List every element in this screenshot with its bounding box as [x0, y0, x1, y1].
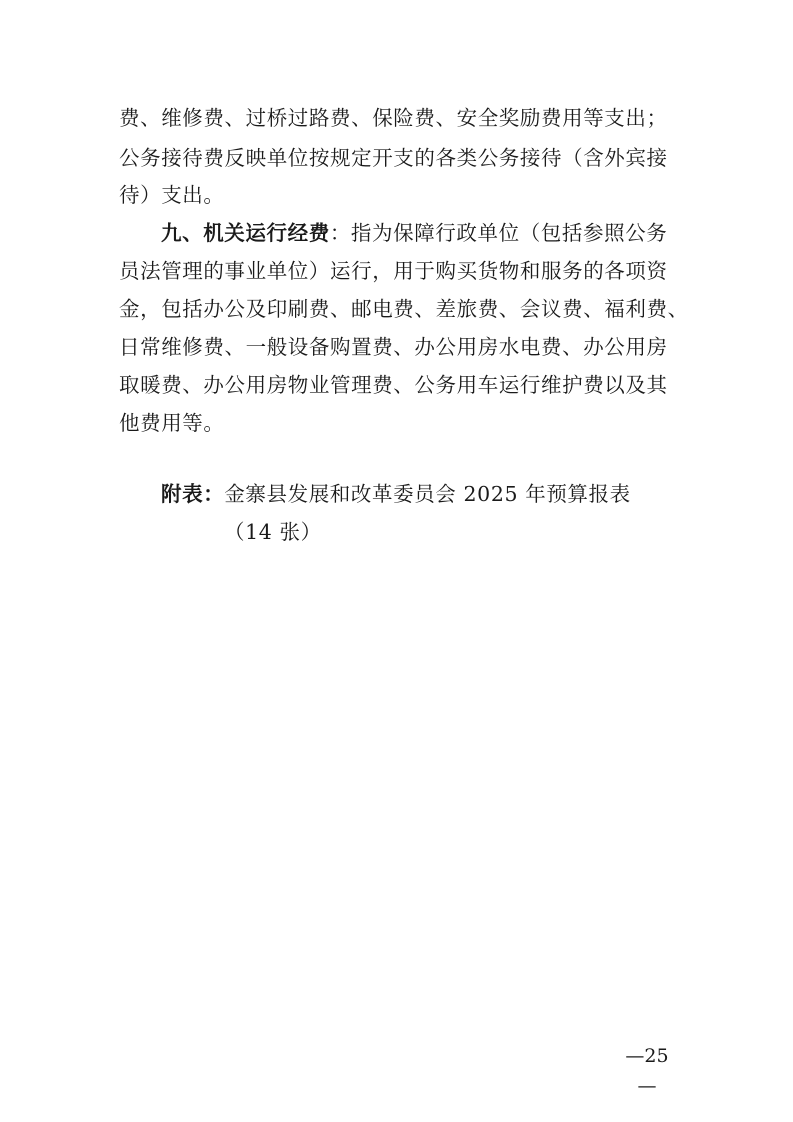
attachment-label: 附表：	[161, 482, 225, 506]
attachment-title: 金寨县发展和改革委员会 2025 年预算报表	[224, 482, 631, 506]
section9-line-6: 他费用等。	[119, 411, 225, 435]
section9-line-4: 日常维修费、一般设备购置费、办公用房水电费、办公用房	[119, 335, 668, 359]
attachment-line	[161, 474, 681, 514]
section9-heading: 九、机关运行经费	[161, 221, 330, 245]
prev-section-line-3: 待）支出。	[119, 183, 225, 207]
prev-section-line-2: 公务接待费反映单位按规定开支的各类公务接待（含外宾接	[119, 146, 668, 170]
section9-line-1	[161, 213, 681, 253]
section9-line-2: 员法管理的事业单位）运行，用于购买货物和服务的各项资	[119, 259, 668, 283]
prev-section-line-1: 费、维修费、过桥过路费、保险费、安全奖励费用等支出；	[119, 106, 668, 130]
attachment-count: （14 张）	[224, 520, 322, 544]
section9-line-5: 取暖费、办公用房物业管理费、公务用车运行维护费以及其	[119, 373, 668, 397]
section9-line-1-text: ：指为保障行政单位（包括参照公务	[329, 221, 668, 245]
page-number: —25—	[625, 1045, 669, 1097]
section9-line-3: 金，包括办公及印刷费、邮电费、差旅费、会议费、福利费、	[119, 297, 689, 321]
